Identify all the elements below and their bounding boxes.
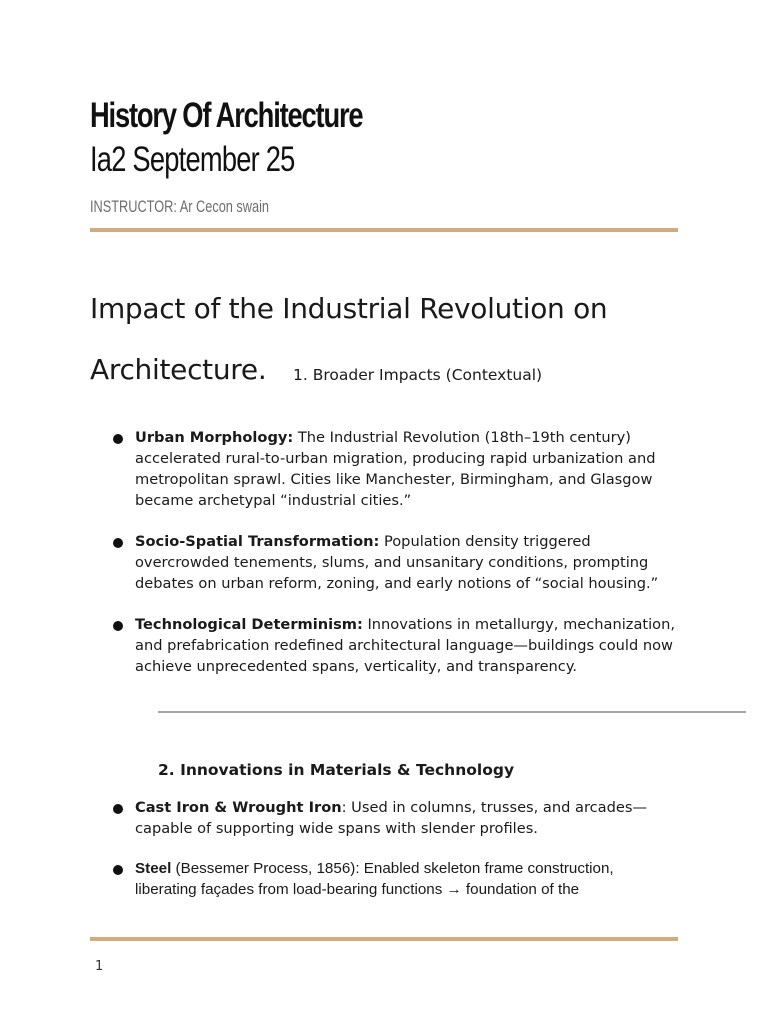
list-item — [110, 614, 676, 677]
list-item — [110, 531, 676, 594]
list-item — [110, 797, 676, 839]
header-divider — [90, 228, 678, 232]
page-number: 1 — [95, 959, 104, 974]
bullet-term: Steel — [135, 860, 172, 877]
list-item — [110, 858, 676, 900]
bullet-text: The Industrial Revolution (18th–19th century) accelerated rural-to-urban migration, producing rapid urbanization and metropolitan sprawl. Cities like Manchester, Birmingham, and Glasgow became archetypal “industrial cities.” — [135, 429, 656, 509]
bullet-icon — [113, 434, 123, 444]
bullet-term: Technological Determinism: — [135, 616, 363, 633]
main-heading-line-2: Architecture. — [90, 353, 267, 386]
list-item — [110, 427, 676, 511]
document-title: History Of Architecture — [90, 96, 363, 135]
bullet-term: Socio-Spatial Transformation: — [135, 533, 380, 550]
bullet-term: Urban Morphology: — [135, 429, 294, 446]
instructor-line: INSTRUCTOR: Ar Cecon swain — [90, 197, 270, 216]
bullet-icon — [113, 621, 123, 631]
innovations-list — [110, 797, 676, 919]
section-divider — [158, 711, 746, 713]
main-heading-line-1: Impact of the Industrial Revolution on — [90, 292, 608, 325]
footer-divider — [90, 937, 678, 941]
section-heading-innovations: 2. Innovations in Materials & Technology — [158, 761, 515, 779]
bullet-icon — [113, 804, 123, 814]
broader-impacts-list — [110, 427, 676, 697]
bullet-term: Cast Iron & Wrought Iron — [135, 799, 342, 816]
bullet-icon — [113, 538, 123, 548]
document-subtitle: Ia2 September 25 — [90, 140, 295, 179]
bullet-icon — [113, 865, 123, 875]
bullet-text: : Used in columns, trusses, and arcades—capable of supporting wide spans with slender profiles. — [135, 799, 648, 837]
bullet-text: Population density triggered overcrowded tenements, slums, and unsanitary conditions, prompting debates on urban reform, zoning, and early notions of “social housing.” — [135, 533, 659, 592]
bullet-text: Innovations in metallurgy, mechanization, and prefabrication redefined architectural language—buildings could now achieve unprecedented spans, verticality, and transparency. — [135, 616, 675, 675]
bullet-text: (Bessemer Process, 1856): Enabled skeleton frame construction, liberating façades from load-bearing functions → foundation of the — [135, 860, 614, 898]
subsection-heading-broader-impacts: 1. Broader Impacts (Contextual) — [293, 366, 543, 384]
